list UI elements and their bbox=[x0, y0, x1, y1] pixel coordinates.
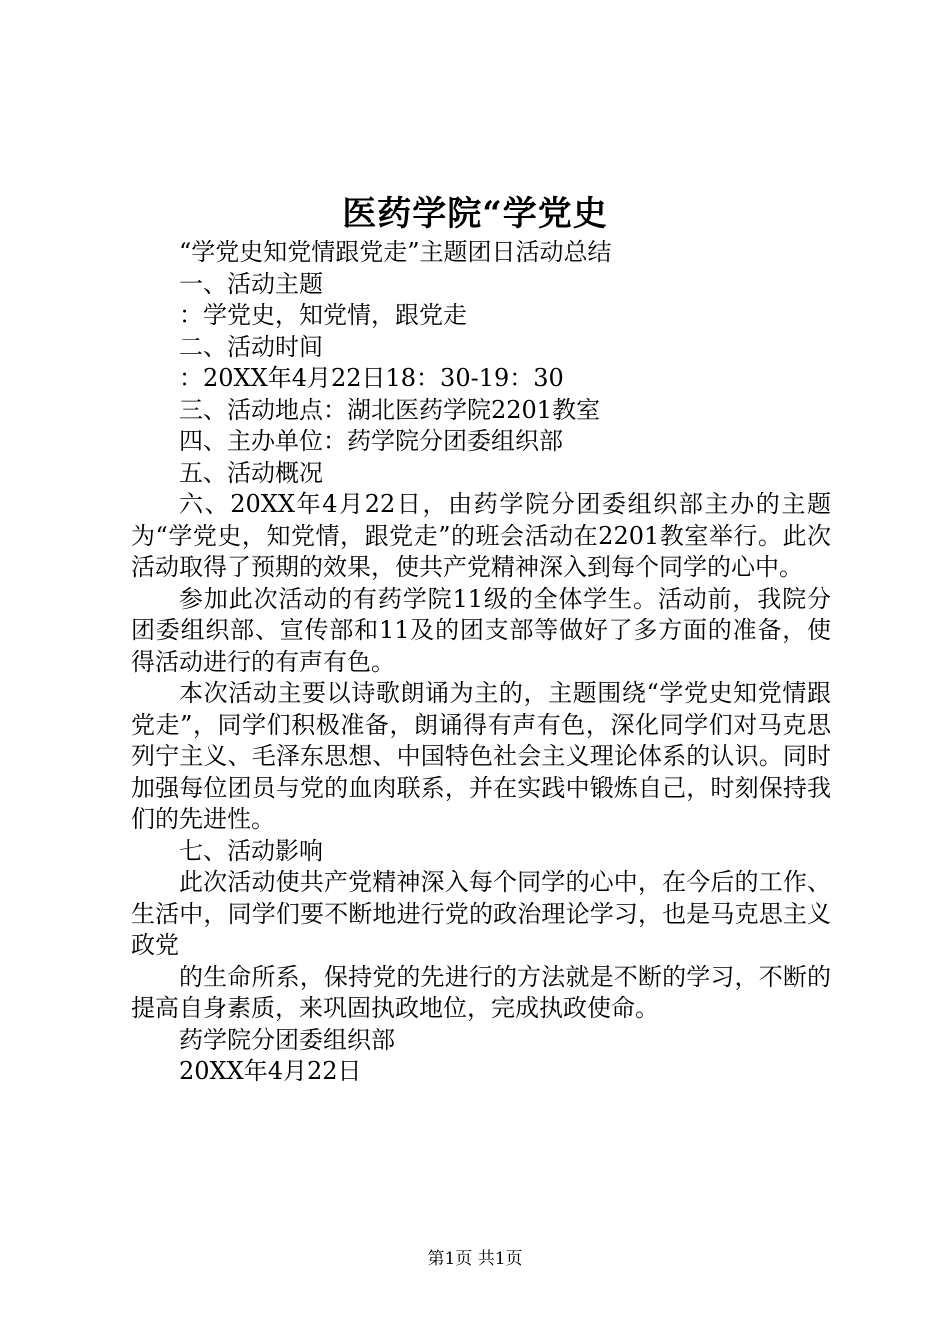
paragraph-content: 本次活动主要以诗歌朗诵为主的，主题围绕“学党史知党情跟党走”，同学们积极准备，朗诵得有声有色，深化同学们对马克思列宁主义、毛泽东思想、中国特色社会主义理论体系的认识。同时加强每位团员与党的血肉联系，并在实践中锻炼自己，时刻保持我们的先进性。 bbox=[131, 679, 831, 833]
paragraph-time: ：20XX年4月22日18：30-19：30 bbox=[179, 364, 564, 392]
paragraph-organizer: 四、主办单位：药学院分团委组织部 bbox=[179, 427, 563, 455]
paragraph-impact-heading: 七、活动影响 bbox=[179, 836, 323, 865]
document-title: 医药学院“学党史 bbox=[342, 194, 608, 234]
paragraph-impact: 此次活动使共产党精神深入每个同学的心中，在今后的工作、生活中，同学们要不断地进行党的政治理论学习，也是马克思主义政党 bbox=[131, 868, 831, 959]
paragraph-subtitle: “学党史知党情跟党走”主题团日活动总结 bbox=[179, 238, 612, 266]
paragraph-time-heading: 二、活动时间 bbox=[179, 332, 323, 361]
paragraph-signature: 药学院分团委组织部 bbox=[179, 1025, 395, 1054]
paragraph-date: 20XX年4月22日 bbox=[179, 1057, 362, 1085]
paragraph-participants: 参加此次活动的有药学院11级的全体学生。活动前，我院分团委组织部、宣传部和11及的团支部等做好了多方面的准备，使得活动进行的有声有色。 bbox=[131, 584, 831, 676]
document-body bbox=[131, 237, 831, 1088]
paragraph-impact-continued: 的生命所系，保持党的先进行的方法就是不断的学习，不断的提高自身素质，来巩固执政地位，完成执政使命。 bbox=[131, 962, 831, 1022]
paragraph-overview-heading: 五、活动概况 bbox=[179, 458, 323, 487]
paragraph-theme-heading: 一、活动主题 bbox=[179, 269, 323, 298]
paragraph-theme: ：学党史，知党情，跟党走 bbox=[179, 301, 467, 329]
page-footer: 第1页 共1页 bbox=[427, 1249, 523, 1269]
paragraph-overview: 六、20XX年4月22日，由药学院分团委组织部主办的主题为“学党史，知党情，跟党走”的班会活动在2201教室举行。此次活动取得了预期的效果，使共产党精神深入到每个同学的心中。 bbox=[131, 490, 831, 581]
paragraph-location: 三、活动地点：湖北医药学院2201教室 bbox=[179, 395, 601, 424]
